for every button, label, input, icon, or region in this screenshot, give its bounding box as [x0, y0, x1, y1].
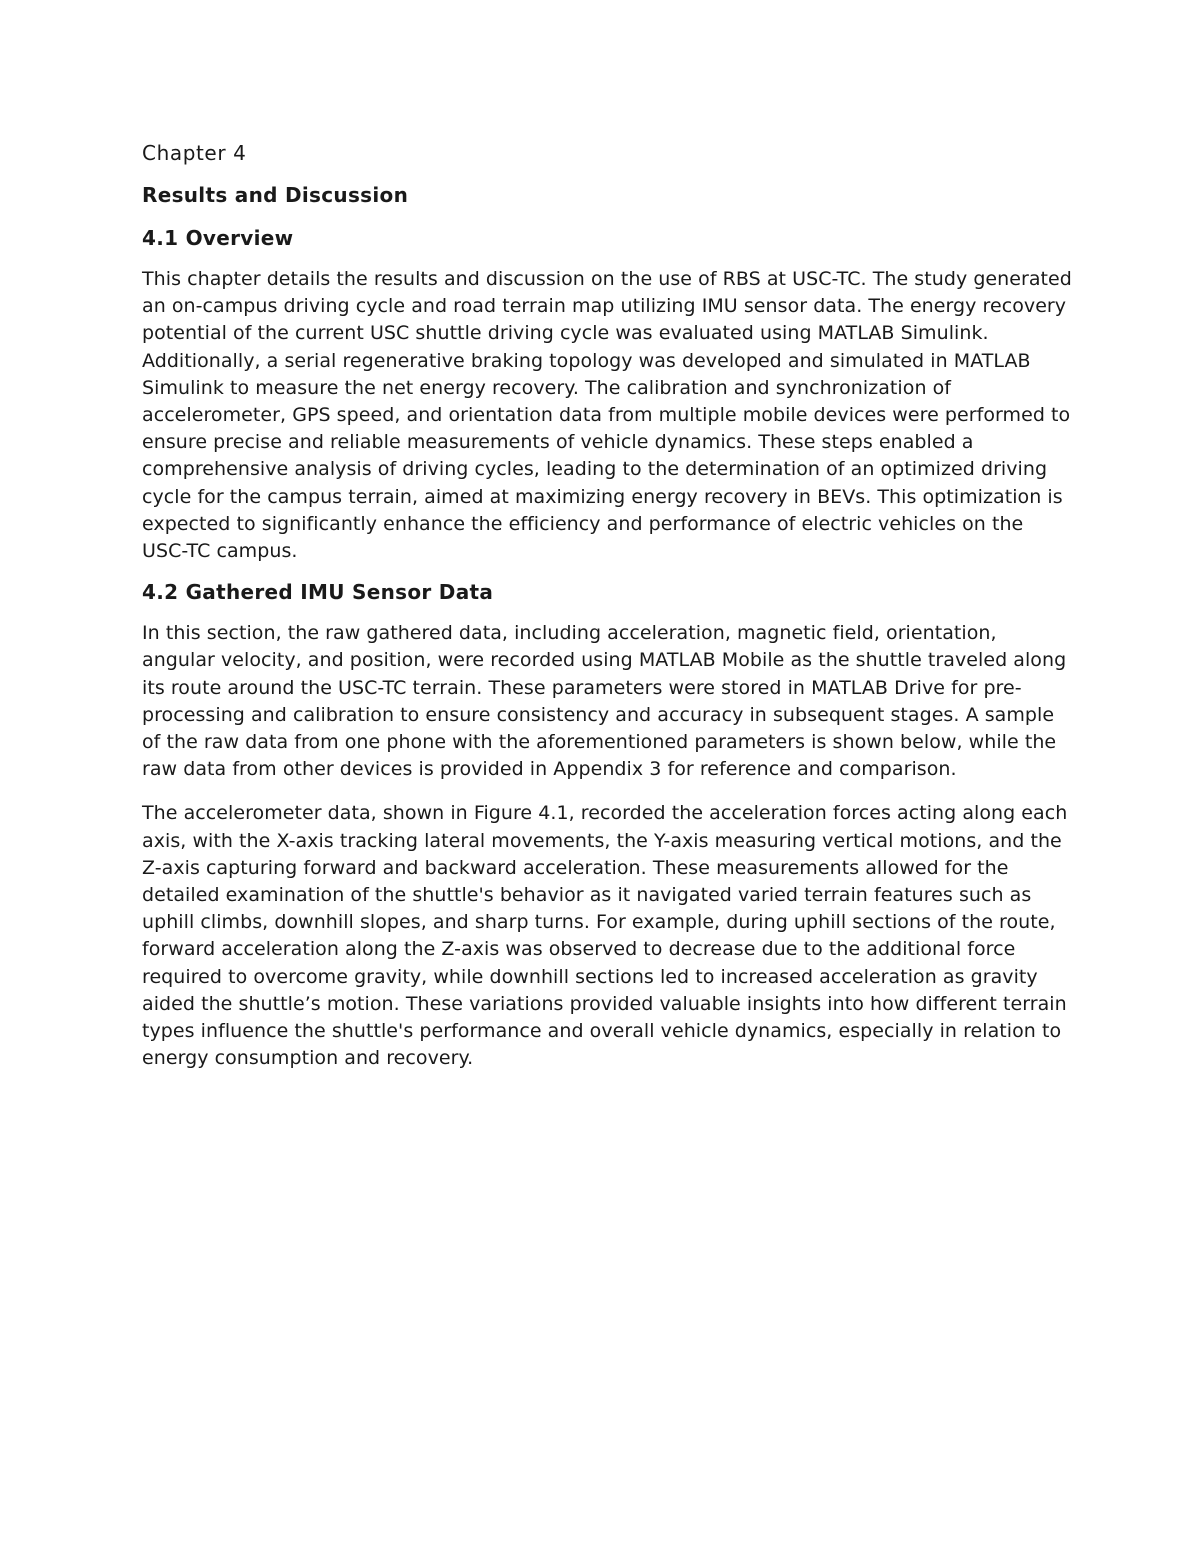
imu-data-paragraph-1: In this section, the raw gathered data, including acceleration, magnetic field, orientation, angular velocity, and position, were recorded using MATLAB Mobile as the shuttle traveled along its route around the USC-TC terrain. These parameters were stored in MATLAB Drive for pre-processing and calibration to ensure consistency and accuracy in subsequent stages. A sample of the raw data from one phone with the aforementioned parameters is shown below, while the raw data from other devices is provided in Appendix 3 for reference and comparison. [142, 622, 1067, 781]
chapter-title: Results and Discussion [142, 183, 409, 207]
section-heading-imu-data: 4.2 Gathered IMU Sensor Data [142, 580, 494, 605]
overview-paragraph: This chapter details the results and discussion on the use of RBS at USC-TC. The study generated an on-campus driving cycle and road terrain map utilizing IMU sensor data. The energy recovery potential of the current USC shuttle driving cycle was evaluated using MATLAB Simulink. Additionally, a serial regenerative braking topology was developed and simulated in MATLAB Simulink to measure the net energy recovery. The calibration and synchronization of accelerometer, GPS speed, and orientation data from multiple mobile devices were performed to ensure precise and reliable measurements of vehicle dynamics. These steps enabled a comprehensive analysis of driving cycles, leading to the determination of an optimized driving cycle for the campus terrain, aimed at maximizing energy recovery in BEVs. This optimization is expected to significantly enhance the efficiency and performance of electric vehicles on the USC-TC campus. [142, 268, 1072, 563]
imu-data-paragraph-2: The accelerometer data, shown in Figure 4.1, recorded the acceleration forces acting along each axis, with the X-axis tracking lateral movements, the Y-axis measuring vertical motions, and the Z-axis capturing forward and backward acceleration. These measurements allowed for the detailed examination of the shuttle's behavior as it navigated varied terrain features such as uphill climbs, downhill slopes, and sharp turns. For example, during uphill sections of the route, forward acceleration along the Z-axis was observed to decrease due to the additional force required to overcome gravity, while downhill sections led to increased acceleration as gravity aided the shuttle’s motion. These variations provided valuable insights into how different terrain types influence the shuttle's performance and overall vehicle dynamics, especially in relation to energy consumption and recovery. [142, 802, 1068, 1070]
page-content [142, 138, 1072, 1072]
section-heading-overview: 4.1 Overview [142, 226, 294, 250]
chapter-label: Chapter 4 [142, 141, 247, 165]
